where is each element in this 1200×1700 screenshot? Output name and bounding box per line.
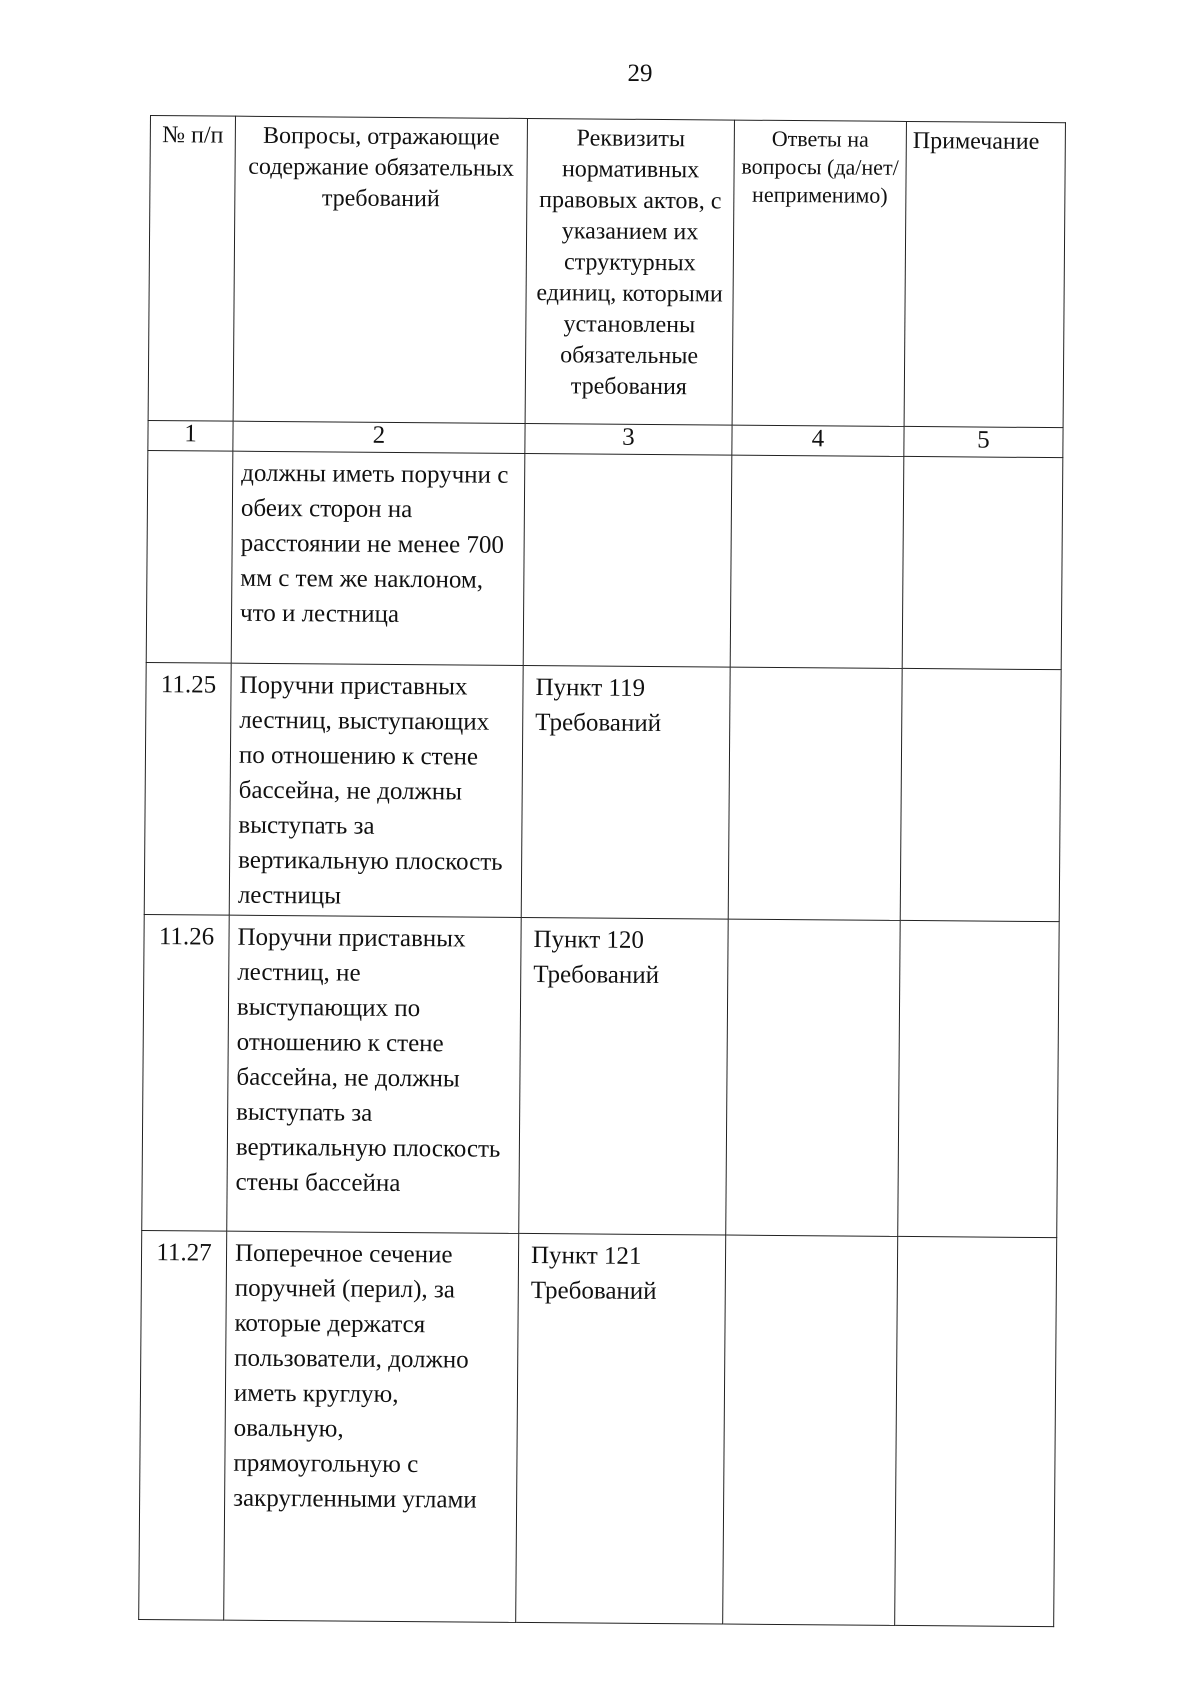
table-row [142,914,1059,1237]
note-cell [902,456,1063,669]
answer-cell [728,667,902,920]
legal-reference: Пункт 120 Требований [519,917,728,1235]
question-text: Поручни приставных лестниц, не выступающих по отношению к стене бассейна, не должны выступать за вертикальную плоскость стены бассейна [227,915,521,1233]
column-number: 5 [904,426,1063,457]
row-number: 11.26 [142,914,229,1231]
answer-cell [726,919,900,1236]
header-questions: Вопросы, отражающие содержание обязательных требований [233,116,527,423]
legal-reference [523,453,732,667]
answer-cell [730,455,904,668]
header-number: № п/п [148,116,235,422]
legal-reference: Пункт 119 Требований [521,665,730,919]
table-row [144,662,1061,921]
column-number: 1 [148,420,233,451]
question-text: Поручни приставных лестниц, выступающих по отношению к стене бассейна, не должны выступать за вертикальную плоскость лестницы [229,663,523,917]
question-text: Поперечное сечение поручней (перил), за которые держатся пользователи, должно иметь круглую, овальную, прямоугольную с закругленными углами [224,1231,519,1622]
answer-cell [723,1235,898,1625]
table-row [139,1230,1057,1626]
column-number: 4 [732,425,904,456]
question-text: должны иметь поручни с обеих сторон на расстоянии не менее 700 мм с тем же наклоном, что и лестница [231,451,525,665]
table-row [146,450,1063,669]
note-cell [898,920,1059,1237]
note-cell [900,668,1061,921]
note-cell [895,1236,1057,1626]
header-row [148,116,1065,428]
requirements-table [138,115,1066,1627]
header-answers: Ответы на вопросы (да/нет/ неприменимо) [732,120,906,426]
column-number: 2 [233,421,525,453]
row-number: 11.27 [139,1230,227,1620]
legal-reference: Пункт 121 Требований [516,1233,726,1624]
row-number [146,450,233,663]
header-note: Примечание [904,121,1065,427]
row-number: 11.25 [144,662,231,915]
page-number: 29 [627,60,653,87]
header-legal-requisites: Реквизиты нормативных правовых актов, с указанием их структурных единиц, которыми установлены обязательные требования [525,118,734,425]
column-number: 3 [525,423,732,455]
